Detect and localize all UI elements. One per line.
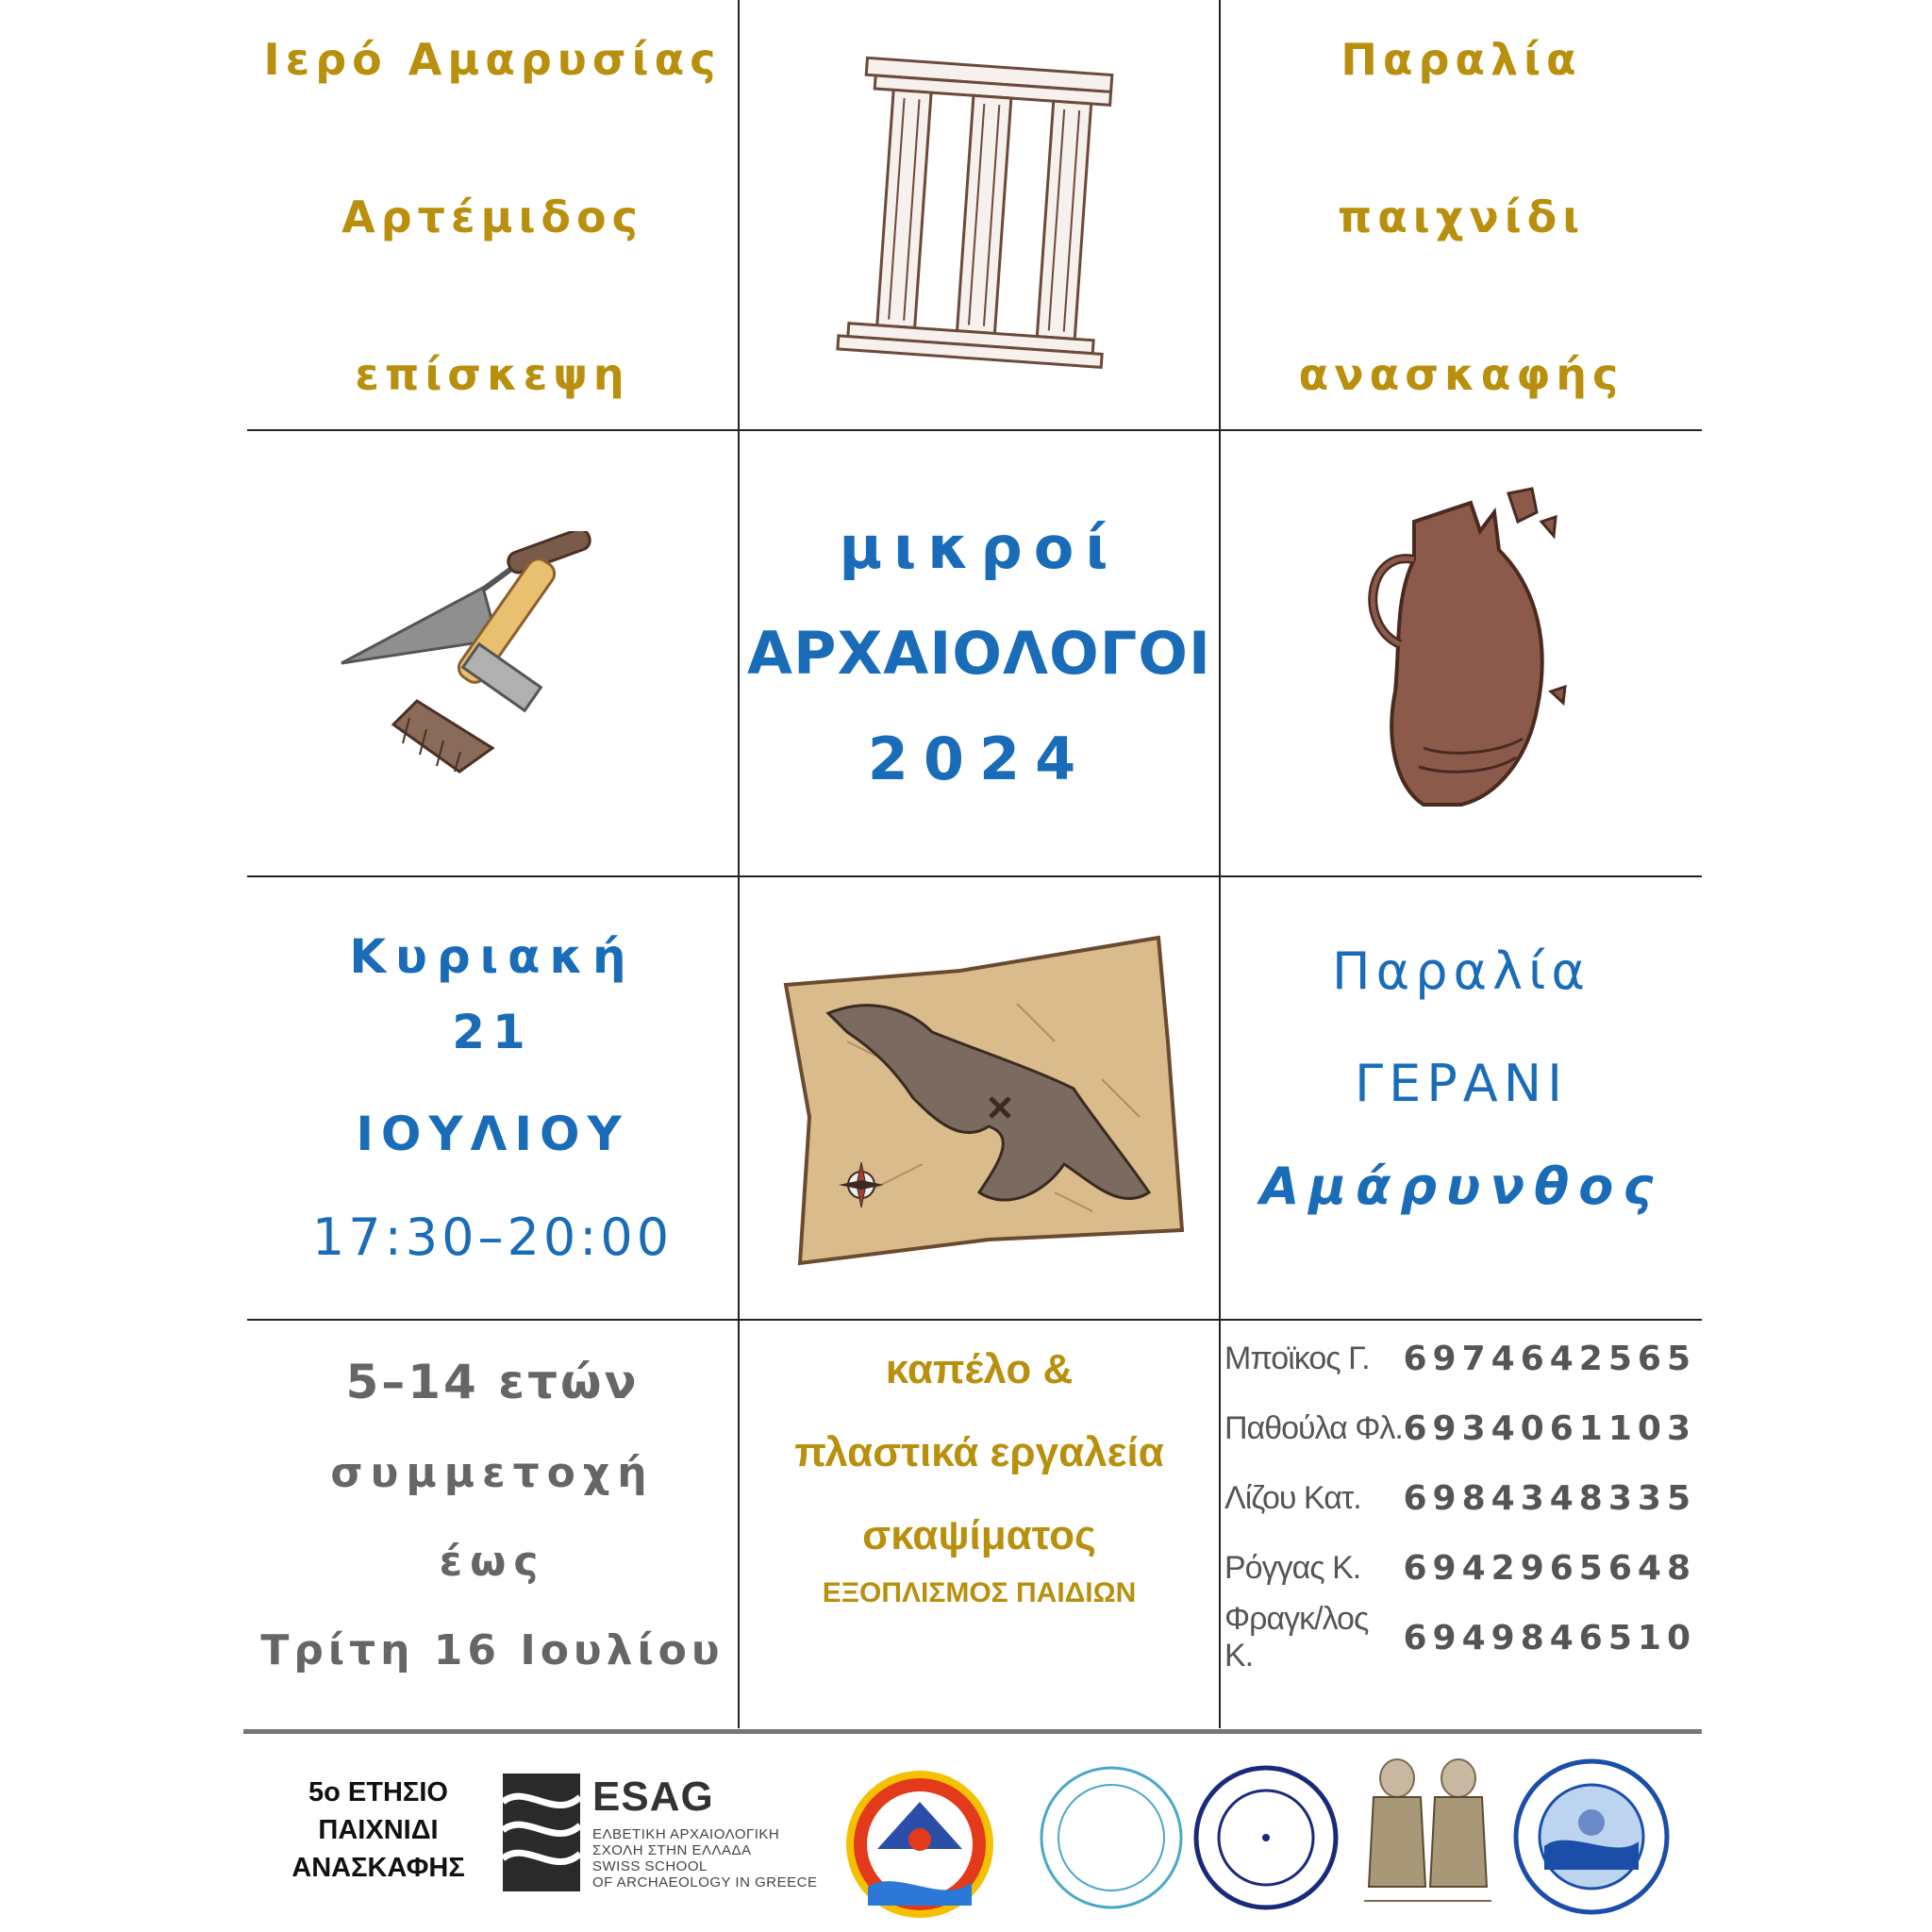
date-time: 17:30–20:00: [311, 1208, 674, 1267]
parents-guardians-association-logo: [1191, 1762, 1341, 1913]
esag-logo: [503, 1774, 818, 1895]
ages-until: έως: [439, 1538, 546, 1586]
equipment-line3: σκαψίματος: [862, 1512, 1096, 1558]
esag-title: ESAG: [592, 1774, 714, 1820]
title-cell: [740, 431, 1219, 875]
contact-name: Μποϊκος Γ.: [1224, 1340, 1370, 1376]
equipment-caption: ΕΞΟΠΛΙΣΜΟΣ ΠΑΙΔΙΩΝ: [822, 1577, 1137, 1608]
equipment-line1: καπέλο &: [885, 1346, 1074, 1392]
visit-cell: [247, 34, 738, 400]
contact-row: [1224, 1463, 1696, 1533]
date-number: 21: [452, 1005, 533, 1059]
beach-game-line3: ανασκαφής: [1298, 349, 1624, 400]
beach-game-line1: Παραλία: [1341, 34, 1582, 85]
contact-row: [1224, 1393, 1696, 1463]
amarynthos-regional-association-logo: [1511, 1757, 1672, 1917]
contact-phone[interactable]: 6949846510: [1403, 1618, 1696, 1657]
contact-name: Λίζου Κατ.: [1224, 1479, 1361, 1516]
footer-line1: 5ο ΕΤΗΣΙΟ: [308, 1777, 448, 1807]
footer-line2: ΠΑΙΧΝΙΔΙ: [318, 1815, 439, 1845]
contact-row: [1224, 1324, 1696, 1393]
ages-participation: συμμετοχή: [330, 1449, 655, 1497]
ages-cell: [247, 1321, 738, 1728]
visit-line2: Αρτέμιδος: [341, 192, 643, 242]
contact-phone[interactable]: 6984348335: [1403, 1478, 1696, 1518]
equipment-line2: πλαστικά εργαλεία: [794, 1429, 1164, 1475]
contact-row: [1224, 1603, 1696, 1673]
esag-line2: ΣΧΟΛΗ ΣΤΗΝ ΕΛΛΑΔΑ: [592, 1842, 752, 1858]
beach-game-line2: παιχνίδι: [1337, 192, 1586, 242]
esag-line3: SWISS SCHOOL: [592, 1858, 708, 1874]
womens-association-logo: [1355, 1755, 1501, 1915]
esag-line4: OF ARCHAEOLOGY IN GREECE: [592, 1874, 818, 1890]
footer-annual-title: [270, 1774, 487, 1887]
date-cell: [247, 877, 738, 1319]
contact-name: Παθούλα Φλ.: [1224, 1409, 1403, 1446]
visit-line1: Ιερό Αμαρυσίας: [263, 34, 722, 85]
contact-phone[interactable]: 6942965648: [1403, 1548, 1696, 1588]
ages-range: 5–14 ετών: [345, 1355, 640, 1409]
footer-rule: [243, 1729, 1702, 1734]
location-line3: Αμάρυνθος: [1259, 1157, 1663, 1216]
cultural-association-logo: [840, 1764, 1000, 1924]
treasure-map-icon: [772, 928, 1187, 1268]
equipment-cell: [740, 1321, 1219, 1728]
location-cell: [1221, 877, 1702, 1319]
beach-game-cell: [1221, 34, 1702, 400]
amphora-cell: [1221, 431, 1702, 875]
ages-deadline: Τρίτη 16 Ιουλίου: [260, 1626, 724, 1674]
contact-phone[interactable]: 6974642565: [1403, 1339, 1696, 1378]
contact-name: Φραγκ/λος Κ.: [1224, 1601, 1369, 1674]
title-year: 2024: [867, 724, 1091, 793]
esag-wave-icon: [503, 1774, 580, 1891]
tools-cell: [247, 431, 738, 875]
contact-row: [1224, 1533, 1696, 1603]
temple-cell: [740, 38, 1219, 396]
title-main: ΑΡΧΑΙΟΛΟΓΟΙ: [747, 618, 1211, 688]
date-day: Κυριακή: [349, 929, 636, 984]
visit-line3: επίσκεψη: [355, 349, 630, 400]
map-cell: [740, 877, 1219, 1319]
parents-association-school-logo: [1036, 1762, 1187, 1913]
contact-name: Ρόγγας Κ.: [1224, 1549, 1361, 1586]
broken-amphora-icon: [1329, 484, 1593, 824]
location-line2: ΓΕΡΑΝΙ: [1354, 1054, 1569, 1113]
contacts-list: [1224, 1324, 1696, 1673]
title-small: μικροί: [839, 512, 1120, 582]
footer-line3: ΑΝΑΣΚΑΦΗΣ: [291, 1853, 465, 1883]
contact-phone[interactable]: 6934061103: [1403, 1408, 1696, 1448]
trowel-brush-icon: [323, 531, 662, 776]
temple-columns-icon: [828, 52, 1130, 382]
esag-line1: ΕΛΒΕΤΙΚΗ ΑΡΧΑΙΟΛΟΓΙΚΗ: [592, 1826, 780, 1842]
date-month: ΙΟΥΛΙΟΥ: [356, 1107, 629, 1161]
location-line1: Παραλία: [1332, 941, 1591, 1001]
